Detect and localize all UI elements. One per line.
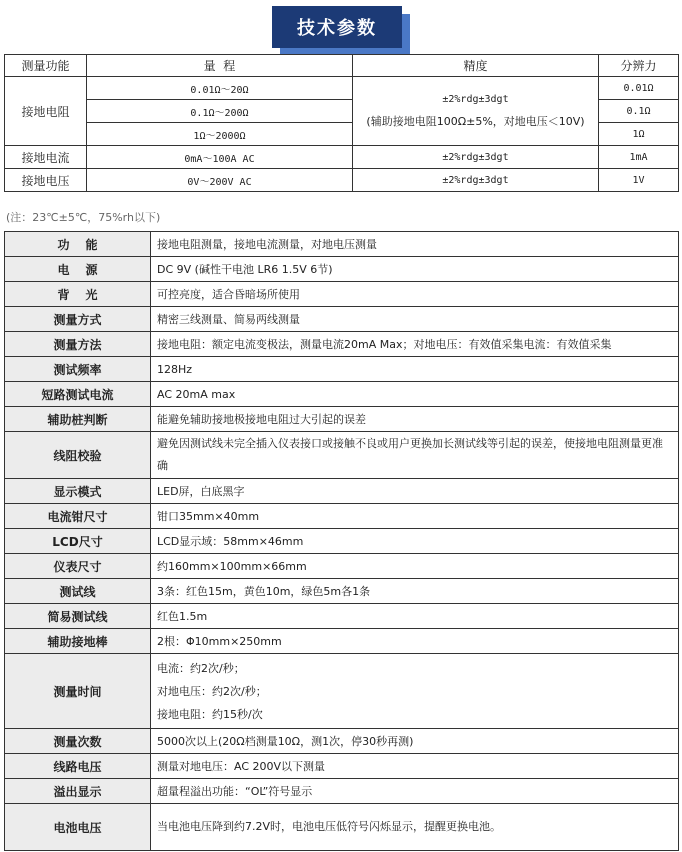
param-key: 线路电压 — [5, 754, 151, 779]
header-resolution: 分辨力 — [599, 55, 679, 77]
param-key: 简易测试线 — [5, 604, 151, 629]
spec-table — [4, 54, 679, 192]
param-value: AC 20mA max — [151, 382, 679, 407]
param-row — [5, 754, 679, 779]
param-row — [5, 779, 679, 804]
spec-row-voltage — [5, 169, 679, 192]
range-cell: 0mA～100A AC — [87, 146, 353, 169]
param-key: 电池电压 — [5, 804, 151, 851]
function-cell: 接地电阻 — [5, 77, 87, 146]
param-value: 红色1.5m — [151, 604, 679, 629]
spec-row-resistance — [5, 77, 679, 100]
accuracy-cell — [353, 77, 599, 146]
param-row — [5, 479, 679, 504]
param-value: DC 9V (碱性干电池 LR6 1.5V 6节) — [151, 257, 679, 282]
param-key: 短路测试电流 — [5, 382, 151, 407]
param-row — [5, 804, 679, 851]
param-key: 测量方法 — [5, 332, 151, 357]
param-row — [5, 654, 679, 729]
param-row — [5, 629, 679, 654]
param-key: 测量次数 — [5, 729, 151, 754]
function-cell: 接地电压 — [5, 169, 87, 192]
function-cell: 接地电流 — [5, 146, 87, 169]
param-key: 测试频率 — [5, 357, 151, 382]
resolution-cell: 1Ω — [599, 123, 679, 146]
accuracy-note: (辅助接地电阻100Ω±5%，对地电压＜10V) — [366, 115, 585, 128]
range-cell: 0.1Ω～200Ω — [87, 100, 353, 123]
param-value: LED屏，白底黑字 — [151, 479, 679, 504]
param-value — [151, 654, 679, 729]
param-row — [5, 407, 679, 432]
resolution-cell: 1mA — [599, 146, 679, 169]
spec-header-row — [5, 55, 679, 77]
page-title: 技术参数 — [272, 6, 402, 48]
param-key: 背光 — [5, 282, 151, 307]
param-row — [5, 282, 679, 307]
resolution-cell: 1V — [599, 169, 679, 192]
param-value: 3条：红色15m，黄色10m，绿色5m各1条 — [151, 579, 679, 604]
param-row — [5, 604, 679, 629]
param-key: 电源 — [5, 257, 151, 282]
param-row — [5, 529, 679, 554]
title-banner — [272, 6, 412, 56]
param-row — [5, 357, 679, 382]
param-value: 2根：Φ10mm×250mm — [151, 629, 679, 654]
param-row — [5, 257, 679, 282]
param-key: 显示模式 — [5, 479, 151, 504]
param-row — [5, 504, 679, 529]
range-cell: 0V～200V AC — [87, 169, 353, 192]
param-row — [5, 307, 679, 332]
param-value: LCD显示域：58mm×46mm — [151, 529, 679, 554]
param-key: 功能 — [5, 232, 151, 257]
param-row — [5, 554, 679, 579]
param-row — [5, 332, 679, 357]
resolution-cell: 0.01Ω — [599, 77, 679, 100]
param-row — [5, 729, 679, 754]
param-row — [5, 432, 679, 479]
param-value-line: 电流：约2次/秒； — [157, 661, 245, 675]
param-value: 能避免辅助接地极接地电阻过大引起的误差 — [151, 407, 679, 432]
range-cell: 1Ω～2000Ω — [87, 123, 353, 146]
param-value: 钳口35mm×40mm — [151, 504, 679, 529]
param-key: 测量时间 — [5, 654, 151, 729]
param-value: 超量程溢出功能：“OL”符号显示 — [151, 779, 679, 804]
accuracy-cell: ±2%rdg±3dgt — [353, 146, 599, 169]
params-table — [4, 231, 679, 851]
conditions-note: (注：23℃±5℃，75%rh以下) — [6, 211, 161, 224]
header-range: 量 程 — [87, 55, 353, 77]
param-key: 线阻校验 — [5, 432, 151, 479]
param-key: 辅助桩判断 — [5, 407, 151, 432]
param-value: 接地电阻：额定电流变极法，测量电流20mA Max；对地电压：有效值采集电流：有效值采集 — [151, 332, 679, 357]
param-key: 测量方式 — [5, 307, 151, 332]
param-key: 溢出显示 — [5, 779, 151, 804]
param-key: 辅助接地棒 — [5, 629, 151, 654]
accuracy-cell: ±2%rdg±3dgt — [353, 169, 599, 192]
param-value-line: 对地电压：约2次/秒； — [157, 684, 267, 698]
param-value: 精密三线测量、简易两线测量 — [151, 307, 679, 332]
param-row — [5, 382, 679, 407]
param-value: 约160mm×100mm×66mm — [151, 554, 679, 579]
spec-row-current — [5, 146, 679, 169]
param-value: 接地电阻测量，接地电流测量，对地电压测量 — [151, 232, 679, 257]
header-accuracy: 精度 — [353, 55, 599, 77]
param-value-line: 接地电阻：约15秒/次 — [157, 707, 263, 721]
accuracy-value: ±2%rdg±3dgt — [442, 94, 509, 105]
param-key: 测试线 — [5, 579, 151, 604]
param-value: 5000次以上(20Ω档测量10Ω，测1次，停30秒再测) — [151, 729, 679, 754]
param-value: 128Hz — [151, 357, 679, 382]
param-key: 电流钳尺寸 — [5, 504, 151, 529]
param-value: 避免因测试线未完全插入仪表接口或接触不良或用户更换加长测试线等引起的误差，使接地电阻测量更准确 — [151, 432, 679, 479]
range-cell: 0.01Ω～20Ω — [87, 77, 353, 100]
resolution-cell: 0.1Ω — [599, 100, 679, 123]
param-key: LCD尺寸 — [5, 529, 151, 554]
header-function: 测量功能 — [5, 55, 87, 77]
param-key: 仪表尺寸 — [5, 554, 151, 579]
param-value: 可控亮度，适合昏暗场所使用 — [151, 282, 679, 307]
param-value: 当电池电压降到约7.2V时，电池电压低符号闪烁显示，提醒更换电池。 — [151, 804, 679, 851]
param-value: 测量对地电压：AC 200V以下测量 — [151, 754, 679, 779]
param-row — [5, 579, 679, 604]
param-row — [5, 232, 679, 257]
